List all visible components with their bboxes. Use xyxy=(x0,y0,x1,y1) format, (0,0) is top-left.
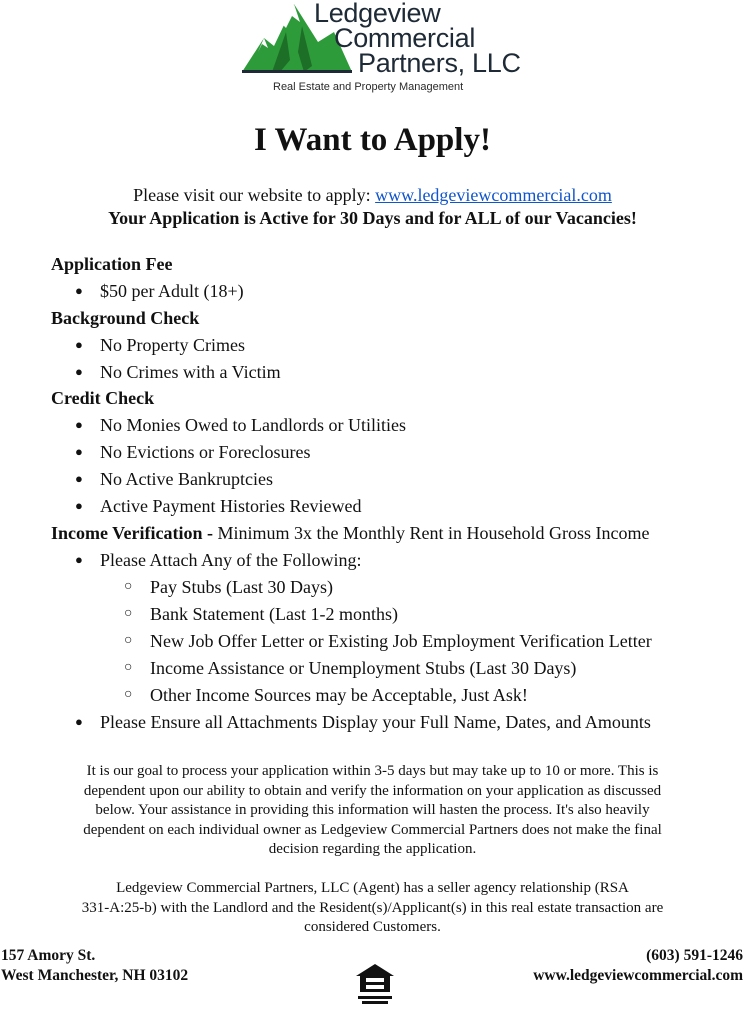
income-heading-detail: Minimum 3x the Monthly Rent in Household Gross Income xyxy=(217,523,650,543)
income-heading-label: Income Verification - xyxy=(51,523,213,543)
list-item: ● Active Payment Histories Reviewed xyxy=(100,495,361,517)
list-item: ● Please Attach Any of the Following: xyxy=(100,549,361,571)
list-item: ● No Active Bankruptcies xyxy=(100,468,273,490)
paragraph-line: decision regarding the application. xyxy=(268,841,477,857)
logo-text-line3: Partners, LLC xyxy=(358,48,521,78)
active-notice: Your Application is Active for 30 Days and for ALL of our Vacancies! xyxy=(108,208,637,228)
logo-tagline: Real Estate and Property Management xyxy=(273,81,464,93)
visit-text: Please visit our website to apply: xyxy=(133,185,371,205)
footer-phone: (603) 591-1246 xyxy=(646,947,743,964)
sub-list-item: ○ Other Income Sources may be Acceptable, Just Ask! xyxy=(150,684,528,706)
sub-list-item: ○ New Job Offer Letter or Existing Job Employment Verification Letter xyxy=(150,630,652,652)
section-heading-credit: Credit Check xyxy=(51,388,155,408)
list-item: ● Please Ensure all Attachments Display your Full Name, Dates, and Amounts xyxy=(100,711,651,733)
list-item: ● No Crimes with a Victim xyxy=(100,361,281,383)
website-link[interactable]: www.ledgeviewcommercial.com xyxy=(375,185,612,205)
section-heading-income xyxy=(51,522,649,544)
agency-paragraph xyxy=(40,879,705,938)
page-title: I Want to Apply! xyxy=(254,122,491,158)
paragraph-line: dependent upon our ability to obtain and verify the information on your application as discussed xyxy=(83,782,662,799)
list-item: ● $50 per Adult (18+) xyxy=(100,280,244,302)
processing-paragraph xyxy=(40,762,705,860)
section-heading-fee: Application Fee xyxy=(51,254,173,274)
footer-address-line1: 157 Amory St. xyxy=(1,947,96,964)
paragraph-line: considered Customers. xyxy=(304,919,441,935)
paragraph-line: below. Your assistance in providing this information will hasten the process. It's also heavily xyxy=(95,802,650,818)
company-logo xyxy=(240,0,530,96)
sub-list-item: ○ Pay Stubs (Last 30 Days) xyxy=(150,576,333,598)
sub-list-item: ○ Income Assistance or Unemployment Stubs (Last 30 Days) xyxy=(150,657,576,679)
list-item: ● No Property Crimes xyxy=(100,334,245,356)
logo-text-line1: Ledgeview xyxy=(314,0,441,28)
visit-line xyxy=(0,184,745,206)
footer-address-line2: West Manchester, NH 03102 xyxy=(1,967,189,984)
sub-list-item: ○ Bank Statement (Last 1-2 months) xyxy=(150,603,398,625)
section-heading-background: Background Check xyxy=(51,308,200,328)
logo-text-line2: Commercial xyxy=(334,23,476,53)
list-item: ● No Evictions or Foreclosures xyxy=(100,441,310,463)
paragraph-line: 331-A:25-b) with the Landlord and the Resident(s)/Applicant(s) in this real estate transaction are xyxy=(81,899,664,916)
paragraph-line: dependent on each individual owner as Ledgeview Commercial Partners does not make the final xyxy=(83,821,662,838)
paragraph-line: It is our goal to process your application within 3-5 days but may take up to 10 or more. This is xyxy=(86,763,659,779)
footer-website: www.ledgeviewcommercial.com xyxy=(533,967,743,984)
list-item: ● No Monies Owed to Landlords or Utilities xyxy=(100,414,406,436)
equal-housing-opportunity-icon xyxy=(354,962,396,1007)
paragraph-line: Ledgeview Commercial Partners, LLC (Agent) has a seller agency relationship (RSA xyxy=(116,880,629,896)
